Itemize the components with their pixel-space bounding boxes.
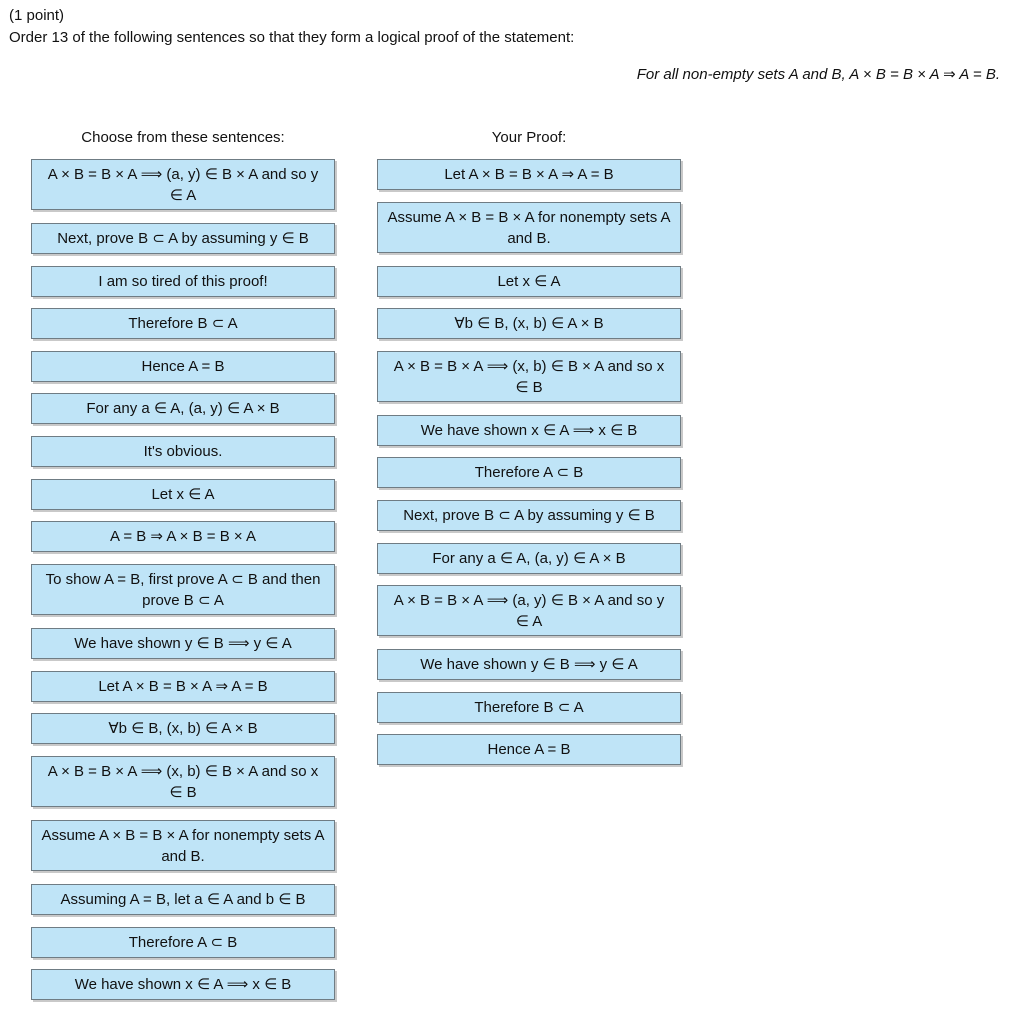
source-column-title: Choose from these sentences: [81, 129, 285, 146]
proof-card[interactable] [377, 543, 681, 574]
card-text: Assume A × B = B × A for nonempty sets A and B. [41, 826, 325, 865]
card-text: I am so tired of this proof! [98, 273, 268, 290]
proof-card[interactable] [377, 351, 681, 402]
proof-card[interactable] [377, 585, 681, 636]
card-text: For any a ∈ A, (a, y) ∈ A × B [432, 550, 626, 567]
card-text: Therefore A ⊂ B [474, 464, 584, 481]
card-text: Let x ∈ A [497, 273, 561, 290]
source-card[interactable] [31, 969, 335, 1000]
source-card[interactable] [31, 820, 335, 871]
source-card[interactable] [31, 521, 335, 552]
card-text: We have shown y ∈ B ⟹ y ∈ A [74, 635, 292, 652]
source-card[interactable] [31, 671, 335, 702]
card-text: It's obvious. [143, 443, 223, 460]
proof-card[interactable] [377, 202, 681, 253]
card-text: Hence A = B [487, 741, 571, 758]
source-card[interactable] [31, 479, 335, 510]
card-text: Assume A × B = B × A for nonempty sets A and B. [387, 208, 671, 247]
source-card[interactable] [31, 628, 335, 659]
proof-column-title: Your Proof: [491, 129, 567, 146]
source-card[interactable] [31, 713, 335, 744]
card-text: A × B = B × A ⟹ (a, y) ∈ B × A and so y ∈ A [393, 591, 665, 630]
card-text: Next, prove B ⊂ A by assuming y ∈ B [403, 507, 655, 524]
card-text: Let x ∈ A [151, 486, 215, 503]
card-text: Hence A = B [141, 358, 225, 375]
source-card[interactable] [31, 223, 335, 254]
proof-card[interactable] [377, 415, 681, 446]
proof-card[interactable] [377, 500, 681, 531]
proof-card[interactable] [377, 266, 681, 297]
source-card[interactable] [31, 393, 335, 424]
source-card[interactable] [31, 564, 335, 615]
proof-card[interactable] [377, 457, 681, 488]
source-card[interactable] [31, 266, 335, 297]
card-text: Next, prove B ⊂ A by assuming y ∈ B [57, 230, 309, 247]
card-text: We have shown x ∈ A ⟹ x ∈ B [74, 976, 292, 993]
proof-card[interactable] [377, 159, 681, 190]
card-text: We have shown x ∈ A ⟹ x ∈ B [420, 422, 638, 439]
source-card[interactable] [31, 351, 335, 382]
card-text: Let A × B = B × A ⇒ A = B [444, 166, 614, 183]
proof-card[interactable] [377, 308, 681, 339]
source-card[interactable] [31, 756, 335, 807]
card-text: Assuming A = B, let a ∈ A and b ∈ B [60, 891, 306, 908]
point-value: (1 point) [9, 7, 65, 24]
card-text: ∀b ∈ B, (x, b) ∈ A × B [454, 315, 604, 332]
card-text: ∀b ∈ B, (x, b) ∈ A × B [108, 720, 258, 737]
card-text: A × B = B × A ⟹ (x, b) ∈ B × A and so x ∈ B [393, 357, 665, 396]
card-text: Let A × B = B × A ⇒ A = B [98, 678, 268, 695]
card-text: Therefore B ⊂ A [474, 699, 584, 716]
card-text: Therefore A ⊂ B [128, 934, 238, 951]
source-card[interactable] [31, 927, 335, 958]
source-card[interactable] [31, 308, 335, 339]
card-text: For any a ∈ A, (a, y) ∈ A × B [86, 400, 280, 417]
source-card[interactable] [31, 884, 335, 915]
proof-card[interactable] [377, 649, 681, 680]
source-card[interactable] [31, 436, 335, 467]
statement-to-prove: For all non-empty sets A and B, A × B = B × A ⇒ A = B. [636, 66, 1000, 83]
proof-card[interactable] [377, 734, 681, 765]
instructions: Order 13 of the following sentences so that they form a logical proof of the statement: [9, 29, 575, 46]
card-text: A = B ⇒ A × B = B × A [109, 528, 256, 545]
card-text: To show A = B, first prove A ⊂ B and then prove B ⊂ A [45, 570, 321, 609]
card-text: We have shown y ∈ B ⟹ y ∈ A [420, 656, 638, 673]
card-text: A × B = B × A ⟹ (x, b) ∈ B × A and so x ∈ B [47, 762, 319, 801]
card-text: Therefore B ⊂ A [128, 315, 238, 332]
card-text: A × B = B × A ⟹ (a, y) ∈ B × A and so y ∈ A [47, 165, 319, 204]
proof-card[interactable] [377, 692, 681, 723]
source-card[interactable] [31, 159, 335, 210]
